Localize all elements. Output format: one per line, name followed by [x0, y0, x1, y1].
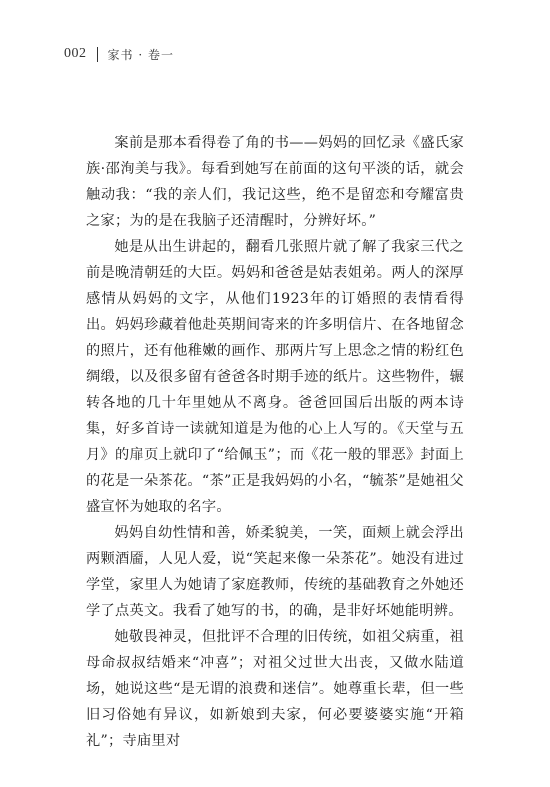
paragraph: 她是从出生讲起的，翻看几张照片就了解了我家三代之前是晚清朝廷的大臣。妈妈和爸爸是姑表姐弟。两人的深厚感情从妈妈的文字，从他们1923年的订婚照的表情看得出。妈妈珍藏着他赴英期间寄来的许多明信片、在各地留念的照片，还有他稚嫩的画作、那两片写上思念之情的粉红色绸缎，以及很多留有爸爸各时期手迹的纸片。这些物件，辗转各地的几十年里她从不离身。爸爸回国后出版的两本诗集，好多首诗一读就知道是为他的心上人写的。《天堂与五月》的扉页上就印了“给佩玉”；而《花一般的罪恶》封面上的花是一朵茶花。“茶”正是我妈妈的小名，“毓茶”是她祖父盛宣怀为她取的名字。	[86, 239, 464, 515]
running-header	[64, 44, 174, 64]
header-divider	[97, 47, 98, 62]
page-number: 002	[64, 46, 87, 61]
paragraph: 案前是那本看得卷了角的书——妈妈的回忆录《盛氏家族·邵洵美与我》。每看到她写在前面的这句平淡的话，就会触动我：“我的亲人们，我记这些，绝不是留恋和夸耀富贵之家；为的是在我脑子还清醒时，分辨好坏。”	[86, 135, 464, 229]
paragraph: 她敬畏神灵，但批评不合理的旧传统，如祖父病重，祖母命叔叔结婚来“冲喜”；对祖父过世大出丧，又做水陆道场，她说这些“是无谓的浪费和迷信”。她尊重长辈，但一些旧习俗她有异议，如新娘到夫家，何必要婆婆实施“开箱礼”；寺庙里对	[86, 629, 464, 749]
running-title: 家书 · 卷一	[107, 47, 174, 62]
body-text	[86, 130, 464, 754]
paragraph: 妈妈自幼性情和善，娇柔貌美，一笑，面颊上就会浮出两颗酒靥，人见人爱，说“笑起来像一朵茶花”。她没有进过学堂，家里人为她请了家庭教师，传统的基础教育之外她还学了点英文。我看了她写的书，的确，是非好坏她能明辨。	[86, 525, 464, 619]
